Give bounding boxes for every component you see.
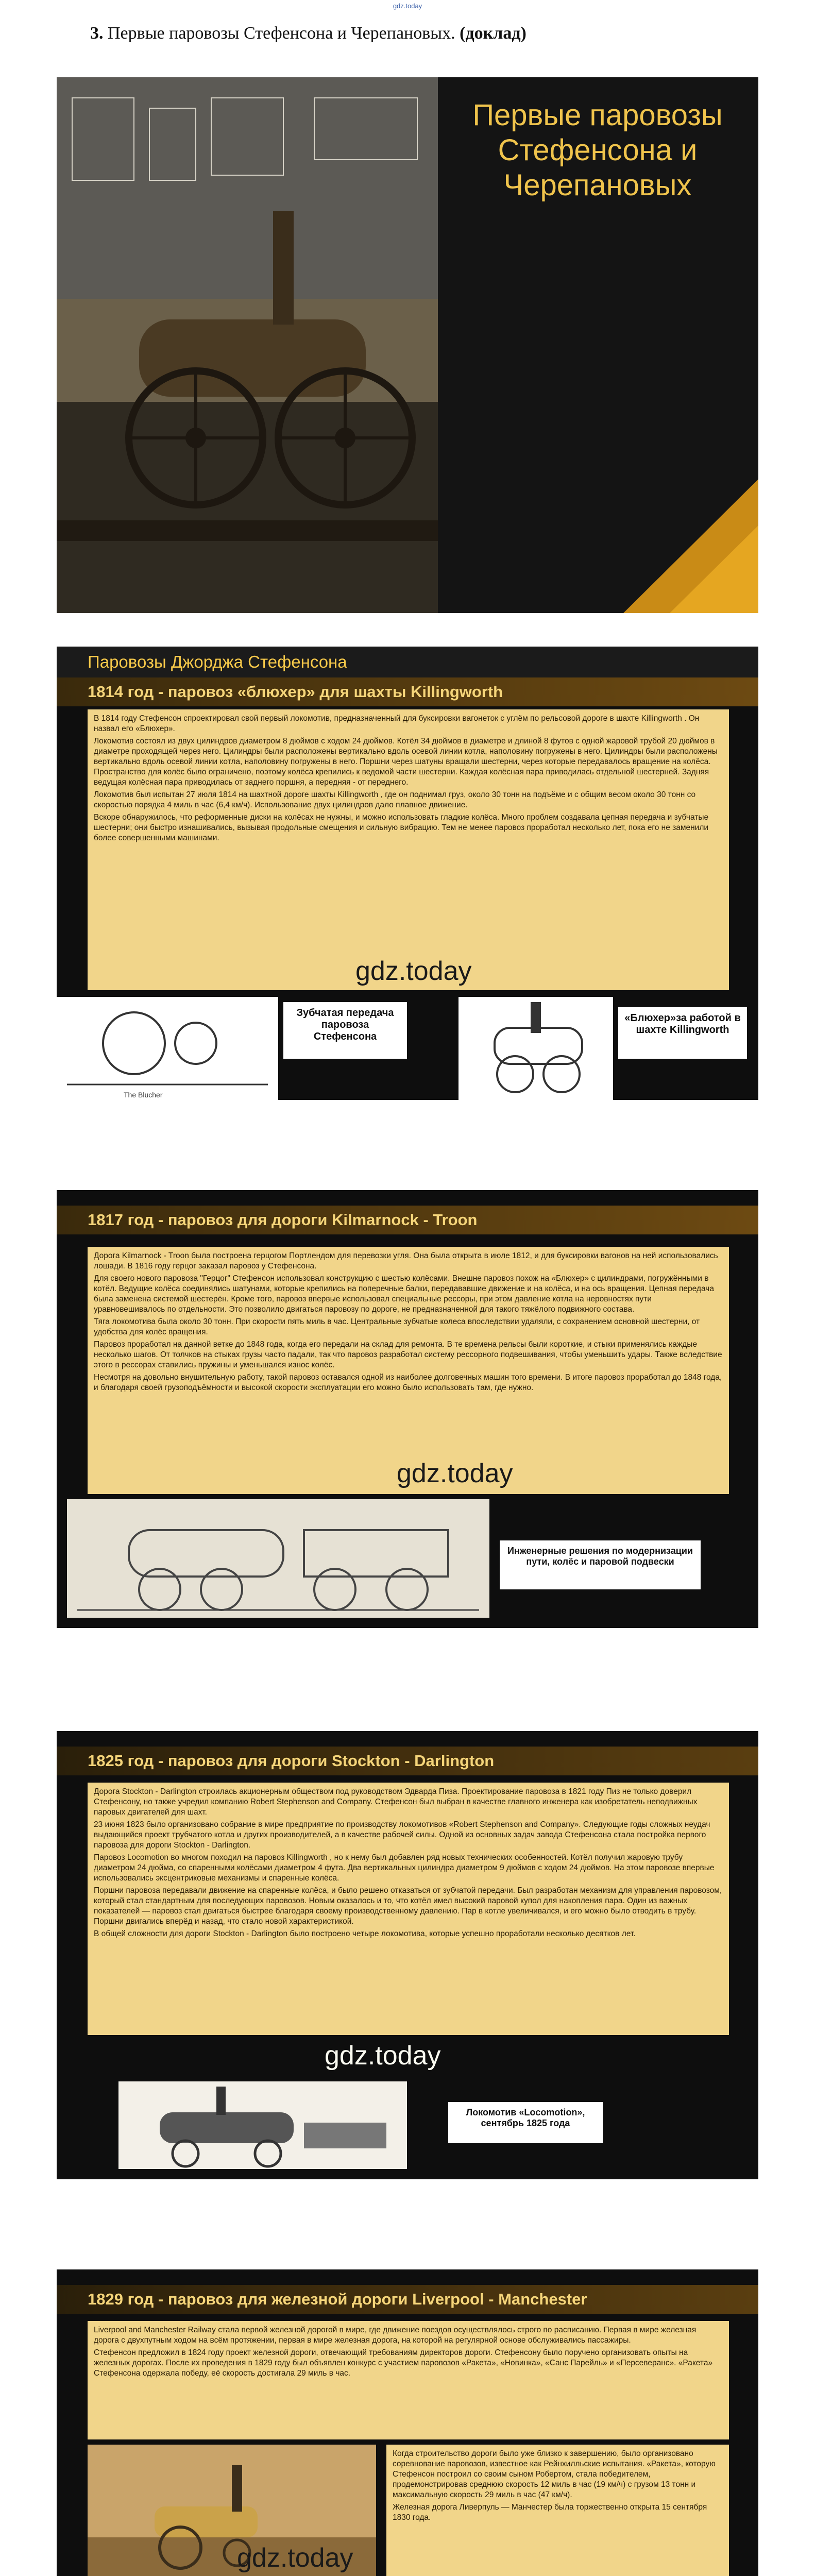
- engineering-drawing-image: [67, 1499, 489, 1618]
- slide4-paragraph: Паровоз Locomotion во многом походил на паровоз Killingworth , но к нему был добавлен ряд новых технических особенностей. Котёл получил жаровую трубу диаметром 24 дюйма, со спаренными колёсами диаметром 4 фута. Два вертикальных цилиндра диаметром 9 дюймов с ходом 24 дюймов. На этом паровозе впервые использовались эксцентриковые механизмы и спаренные колёса.: [94, 1853, 715, 1883]
- slide4-paragraph: Поршни паровоза передавали движение на спаренные колёса, и было решено отказаться от зубчатой передачи. Был разработан механизм для управления паровозом, который стал стандартным для последующих паровозов. Новым оказалось и то, что котёл имел высокий паровой купол для накопления пара. Один из важных показателей — паровоз стал двигаться быстрее благодаря своему производственному давлению. Пар в котле увеличивался, и его можно было отводить в трубу. Поршни двигались вперёд и назад, что стало новой характеристикой.: [94, 1886, 722, 1926]
- caption-gear: Зубчатая передача паровоза Стефенсона: [283, 1002, 407, 1059]
- slide4-body: [88, 1783, 729, 2035]
- slide5-body-right: [386, 2445, 729, 2576]
- slide2-paragraph: Локомотив был испытан 27 июля 1814 на шахтной дороге шахты Killingworth , где он поднимал груз, около 30 тонн на подъёме и с общим весом около 30 тонн со скоростью порядка 4 миль в час (6,4 км/ч). Использование двух цилиндров дало плавное движение.: [94, 790, 696, 809]
- slide3-caption: Инженерные решения по модернизации пути, колёс и паровой подвески: [500, 1540, 701, 1589]
- gear-drawing-image: [57, 997, 278, 1100]
- slide5-paragraph: Стефенсон предложил в 1824 году проект железной дороги, отвечающий требованиям директоров дороги. Стефенсону было поручено организовать опыты на железных дорогах. После их проведения в 1829 году был объявлен конкурс с участием паровозов «Ракета», «Новинка», «Санс Парейль» и «Персеверанс». «Ракета» Стефенсона одержала победу, её скорость достигала 29 миль в час.: [94, 2348, 713, 2378]
- slide4-subtitle: 1825 год - паровоз для дороги Stockton - Darlington: [57, 1747, 758, 1775]
- doc-suffix: (доклад): [460, 24, 527, 43]
- slide3-paragraph: Для своего нового паровоза "Герцог" Стефенсон использовал конструкцию с шестью колёсами. Внешне паровоз похож на «Блюхер» с цилиндрами, погружёнными в котёл. Ведущие колёса соединялись шатунами, которые крепились на поперечные балки, передававшие движение и на колёса, и на ось вращения. Цепная передача была заменена системой шестерён. Кроме того, паровоз впервые использовал специальные рессоры, при этом давление котла на неровностях пути уравновешивалось по отдельности. Это позволило двигаться паровозу по дороге, не предназначенной для такого тяжёлого подвижного состава.: [94, 1274, 714, 1314]
- engraving-label: The Blucher: [124, 1091, 163, 1099]
- locomotion-image: [118, 2081, 407, 2169]
- slide4-watermark: gdz.today: [325, 2041, 441, 2071]
- slide3-paragraph: Тяга локомотива была около 30 тонн. При скорости пять миль в час. Центральные зубчатые колеса впоследствии удаляли, с сохранением основной шестерни, от удобства для колёс вращения.: [94, 1317, 700, 1336]
- slide2-watermark: gdz.today: [355, 956, 472, 986]
- slide3-paragraph: Несмотря на довольно внушительную работу, такой паровоз оставался одной из наиболее долговечных машин того времени. В итоге паровоз проработал до 1848 года, и благодаря своей грузоподъёмности и высокой скорости эксплуатации его можно было использовать там, где нужно.: [94, 1373, 722, 1392]
- slide5-subtitle: 1829 год - паровоз для железной дороги Liverpool - Manchester: [57, 2285, 758, 2314]
- slide4-paragraph: 23 июня 1823 было организовано собрание в мире предприятие по производству локомотивов «Robert Stephenson and Company». Следующие годы сложных неудач выдающийся проект трубчатого котла и других производителей, а в качестве рабочей силы. Одной из основных задач завода Стефенсона стала постройка первого паровоза для дороги Stockton - Darlington.: [94, 1820, 710, 1850]
- document-title: [90, 24, 527, 43]
- slide3-paragraph: Паровоз проработал на данной ветке до 1848 года, когда его передали на склад для ремонта. В те времена рельсы были короткие, и стыки применялись каждые несколько шагов. От толчков на стыках грузы часто падали, так что паровоз разработал систему рессорного подвешивания, чтобы уменьшить удары. Также вследствие этого в рессорах ставились пружины и уменьшался износ колёс.: [94, 1340, 722, 1369]
- slide5-paragraph: Liverpool and Manchester Railway стала первой железной дорогой в мире, где движение поездов осуществлялось строго по расписанию. Первая в мире железная дорога с двухпутным ходом на всём протяжении, первая в мире железная дорога, на которой на регулярной основе обслуживались пассажиры.: [94, 2326, 697, 2345]
- slide4-paragraph: В общей сложности для дороги Stockton - Darlington было построено четыре локомотива, которые успешно проработали несколько десятков лет.: [94, 1929, 636, 1938]
- slide3-subtitle: 1817 год - паровоз для дороги Kilmarnock - Troon: [57, 1206, 758, 1234]
- slide-stephenson-1817: [57, 1190, 758, 1628]
- caption-blucher: «Блюхер»за работой в шахте Killingworth: [618, 1007, 747, 1059]
- doc-number: 3.: [90, 24, 104, 43]
- top-watermark: gdz.today: [393, 2, 422, 10]
- slide2-paragraph: Вскоре обнаружилось, что реформенные диски на колёсах не нужны, и можно использовать гладкие колёса. Много проблем создавала цепная передача и зубчатые шестерни; они быстро изнашивались, вызывая продольные смещения и сильную вибрацию. Тем не менее паровоз проработал несколько лет, пока его не заменили более совершенными машинами.: [94, 813, 709, 842]
- slide5-body-top: [88, 2321, 729, 2439]
- slide-title: [57, 77, 758, 613]
- slide2-paragraph: В 1814 году Стефенсон спроектировал свой первый локомотив, предназначенный для буксировки вагонеток с углём по рельсовой дороге в шахте Killingworth . Он назвал его «Блюхер».: [94, 714, 700, 733]
- blucher-image: [459, 997, 613, 1100]
- slide2-paragraph: Локомотив состоял из двух цилиндров диаметром 8 дюймов с ходом 24 дюймов. Котёл 34 дюймов в диаметре и длиной 8 футов с одной жаровой трубой 20 дюймов в диаметре проходящей через него. Цилиндры были расположены вертикально вдоль осевой линии котла, наполовину погружены в него. Цилиндры были расположены вертикально вдоль осевой линии котла, наполовину погружены в него. Поршни через шатуны вращали шестерни, через которые передавалось вращение на колёса. Пространство для колёс было ограничено, поэтому колёса крепились к ведомой части шестерни. Каждая колёсная пара приводилась отдельной шестерней. Задняя ведущая колёсная пара приводилась от заднего поршня, а передняя - от переднего.: [94, 737, 718, 787]
- slide2-section: Паровозы Джорджа Стефенсона: [57, 647, 758, 677]
- slide3-body: [88, 1247, 729, 1494]
- slide2-body: [88, 709, 729, 990]
- slide-stephenson-1814: [57, 647, 758, 1100]
- slide-stephenson-1825: [57, 1731, 758, 2179]
- slide4-caption: Локомотив «Locomotion», сентябрь 1825 года: [448, 2102, 603, 2143]
- slide-stephenson-1829: [57, 2269, 758, 2576]
- doc-title-text: Первые паровозы Стефенсона и Черепановых.: [108, 24, 455, 43]
- slide3-paragraph: Дорога Kilmarnock - Troon была построена герцогом Портлендом для перевозки угля. Она была открыта в июле 1812, и для буксировки вагонов на ней использовались лошади. В 1816 году герцог заказал паровоз у Стефенсона.: [94, 1251, 718, 1270]
- slide3-watermark: gdz.today: [397, 1459, 513, 1488]
- slide2-subtitle: 1814 год - паровоз «блюхер» для шахты Killingworth: [57, 677, 758, 706]
- slide4-paragraph: Дорога Stockton - Darlington строилась акционерным обществом под руководством Эдварда Пиза. Проектирование паровоза в 1821 году Пиз не только доверил Стефенсону, но также учредил компанию Robert Stephenson and Company. Стефенсон был выбран в качестве главного инженера как изобретатель неподвижных паровых двигателей для шахт.: [94, 1787, 698, 1817]
- slide5-watermark: gdz.today: [237, 2543, 353, 2573]
- slide5-paragraph: Когда строительство дороги было уже близко к завершению, было организовано соревнование паровозов, известное как Рейнхилльские испытания. «Ракета», которую Стефенсон построил со своим сыном Робертом, стала победителем, продемонстрировав среднюю скорость 12 миль в час (19 км/ч) с грузом 13 тонн и максимальную скорость 29 миль в час (47 км/ч).: [393, 2449, 716, 2499]
- slide1-title: Первые паровозы Стефенсона и Черепановых: [472, 98, 723, 202]
- slide5-paragraph: Железная дорога Ливерпуль — Манчестер была торжественно открыта 15 сентября 1830 года.: [393, 2503, 707, 2522]
